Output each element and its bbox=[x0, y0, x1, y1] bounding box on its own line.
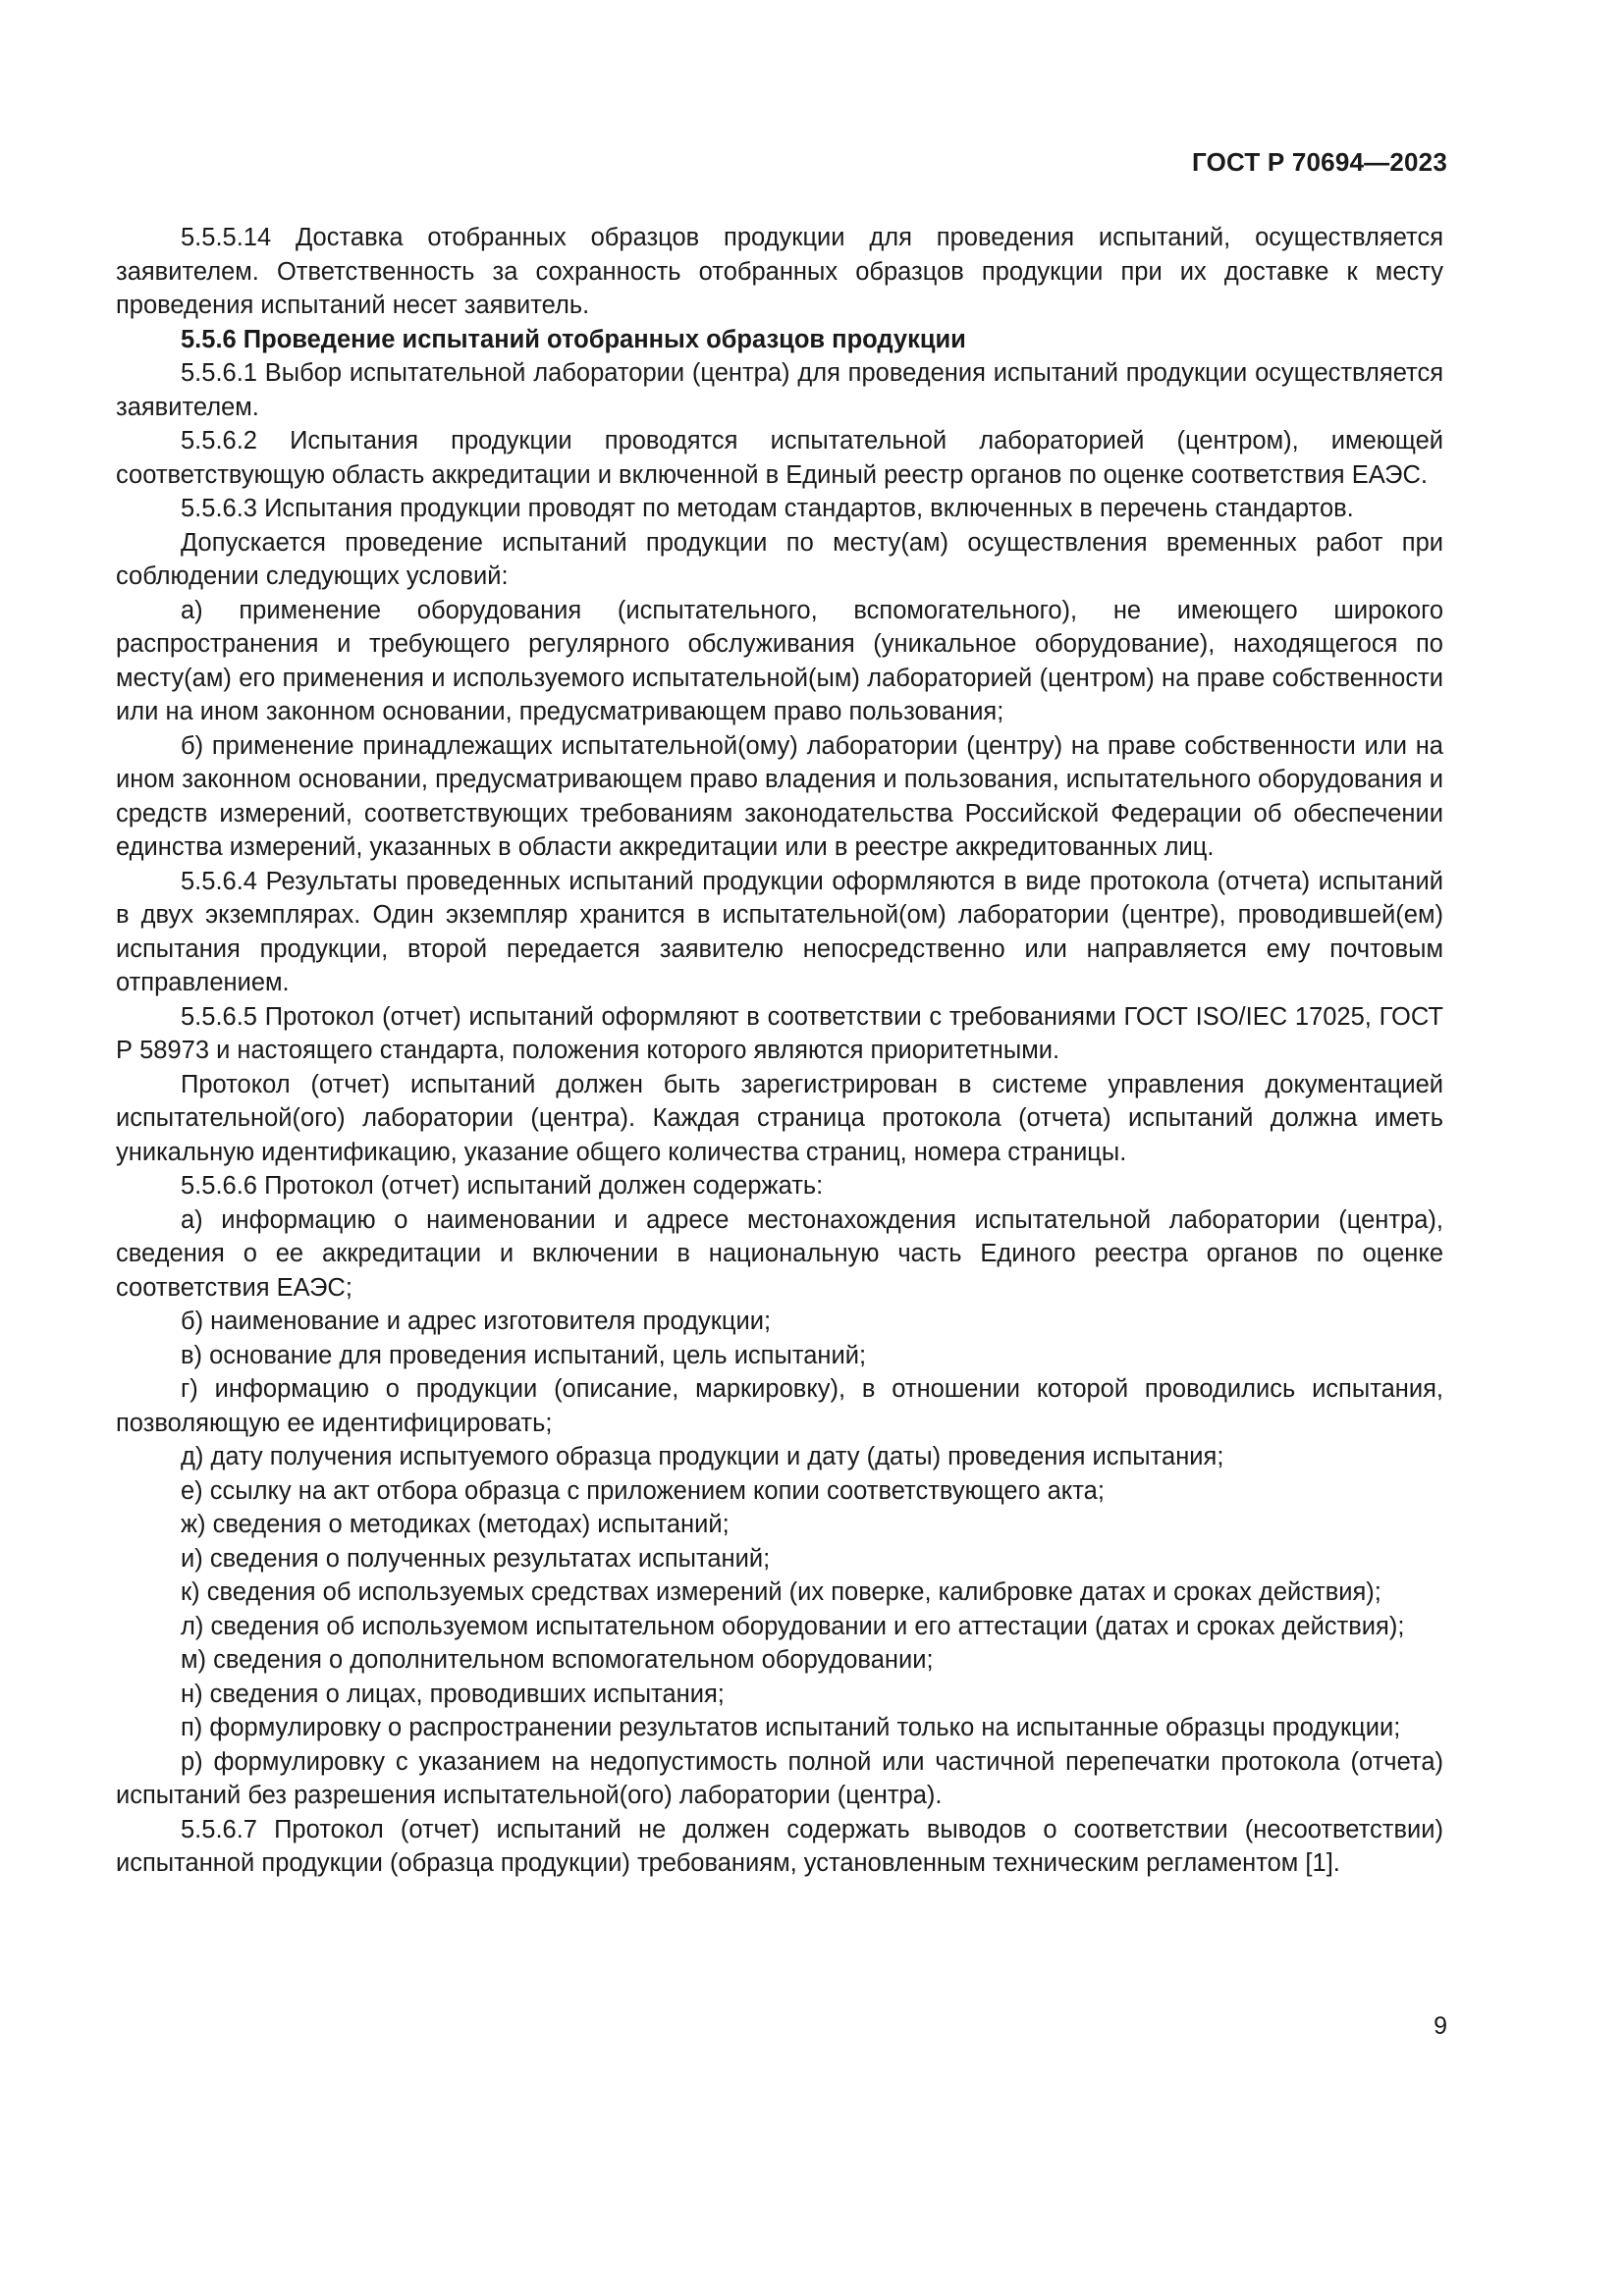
list-item-g: г) информацию о продукции (описание, маркировку), в отношении которой проводились испытания, позволяющую ее идентифицировать; bbox=[116, 1375, 1443, 1437]
list-item-zh: ж) сведения о методиках (методах) испытаний; bbox=[181, 1511, 730, 1538]
paragraph-5-5-6-1: 5.5.6.1 Выбор испытательной лаборатории (центра) для проведения испытаний продукции осуществляется заявителем. bbox=[116, 359, 1443, 421]
paragraph-5-5-5-14: 5.5.5.14 Доставка отобранных образцов продукции для проведения испытаний, осуществляется заявителем. Ответственность за сохранность отобранных образцов продукции при их доставке к месту проведения испытаний несет заявитель. bbox=[116, 224, 1443, 319]
paragraph-5-5-6-5: 5.5.6.5 Протокол (отчет) испытаний оформляют в соответствии с требованиями ГОСТ ISO/IEC 17025, ГОСТ Р 58973 и настоящего стандарта, положения которого являются приоритетными. bbox=[116, 1002, 1443, 1064]
paragraph-5-5-6-6: 5.5.6.6 Протокол (отчет) испытаний должен содержать: bbox=[181, 1172, 824, 1200]
document-header: ГОСТ Р 70694—2023 bbox=[1192, 147, 1447, 177]
paragraph-5-5-6-7: 5.5.6.7 Протокол (отчет) испытаний не должен содержать выводов о соответствии (несоответствии) испытанной продукции (образца продукции) требованиям, установленным техническим регламентом [1]. bbox=[116, 1815, 1443, 1877]
paragraph-conditions-intro: Допускается проведение испытаний продукции по месту(ам) осуществления временных работ при соблюдении следующих условий: bbox=[116, 528, 1443, 590]
document-body bbox=[116, 221, 1443, 1881]
paragraph-5-5-6-2: 5.5.6.2 Испытания продукции проводятся испытательной лабораторией (центром), имеющей соответствующую область аккредитации и включенной в Единый реестр органов по оценке соответствия ЕАЭС. bbox=[116, 427, 1443, 489]
section-heading-5-5-6: 5.5.6 Проведение испытаний отобранных образцов продукции bbox=[181, 325, 966, 353]
list-item-i: и) сведения о полученных результатах испытаний; bbox=[181, 1544, 771, 1573]
list-item-m: м) сведения о дополнительном вспомогательном оборудовании; bbox=[181, 1646, 934, 1674]
list-item-v: в) основание для проведения испытаний, цель испытаний; bbox=[181, 1341, 867, 1369]
list-item-l: л) сведения об используемом испытательном оборудовании и его аттестации (датах и сроках действия); bbox=[181, 1612, 1405, 1640]
paragraph-5-5-6-4: 5.5.6.4 Результаты проведенных испытаний продукции оформляются в виде протокола (отчета) испытаний в двух экземплярах. Один экземпляр хранится в испытательной(ом) лаборатории (центре), проводившей(ем) испытания продукции, второй передается заявителю непосредственно или направляется ему почтовым отправлением. bbox=[116, 867, 1443, 996]
paragraph-protocol-registration: Протокол (отчет) испытаний должен быть зарегистрирован в системе управления документацией испытательной(ого) лаборатории (центра). Каждая страница протокола (отчета) испытаний должна иметь уникальную идентификацию, указание общего количества страниц, номера страницы. bbox=[116, 1070, 1443, 1166]
list-item-d: д) дату получения испытуемого образца продукции и дату (даты) проведения испытания; bbox=[181, 1443, 1224, 1470]
paragraph-5-5-6-3: 5.5.6.3 Испытания продукции проводят по методам стандартов, включенных в перечень стандартов. bbox=[181, 495, 1354, 522]
list-item-p: п) формулировку о распространении результатов испытаний только на испытанные образцы продукции; bbox=[181, 1714, 1401, 1741]
list-item-a: а) информацию о наименовании и адресе местонахождения испытательной лаборатории (центра), сведения о ее аккредитации и включении в национальную часть Единого реестра органов по оценке соответствия ЕАЭС; bbox=[116, 1205, 1443, 1302]
list-item-a: а) применение оборудования (испытательного, вспомогательного), не имеющего широкого распространения и требующего регулярного обслуживания (уникальное оборудование), находящегося по месту(ам) его применения и используемого испытательной(ым) лабораторией (центром) на праве собственности или на ином законном основании, предусматривающем право пользования; bbox=[116, 596, 1443, 725]
list-item-k: к) сведения об используемых средствах измерений (их поверке, калибровке датах и сроках действия); bbox=[181, 1578, 1381, 1606]
list-item-n: н) сведения о лицах, проводивших испытания; bbox=[181, 1680, 725, 1708]
list-item-r: р) формулировку с указанием на недопустимость полной или частичной перепечатки протокола (отчета) испытаний без разрешения испытательной(ого) лаборатории (центра). bbox=[116, 1747, 1443, 1809]
list-item-e: е) ссылку на акт отбора образца с приложением копии соответствующего акта; bbox=[181, 1476, 1105, 1505]
list-item-b: б) применение принадлежащих испытательной(ому) лаборатории (центру) на праве собственности или на ином законном основании, предусматривающем право владения и пользования, испытательного оборудования и средств измерений, соответствующих требованиям законодательства Российской Федерации об обеспечении единства измерений, указанных в области аккредитации или в реестре аккредитованных лиц. bbox=[116, 731, 1443, 861]
list-item-b: б) наименование и адрес изготовителя продукции; bbox=[181, 1308, 772, 1335]
page-number: 9 bbox=[1434, 2012, 1447, 2040]
